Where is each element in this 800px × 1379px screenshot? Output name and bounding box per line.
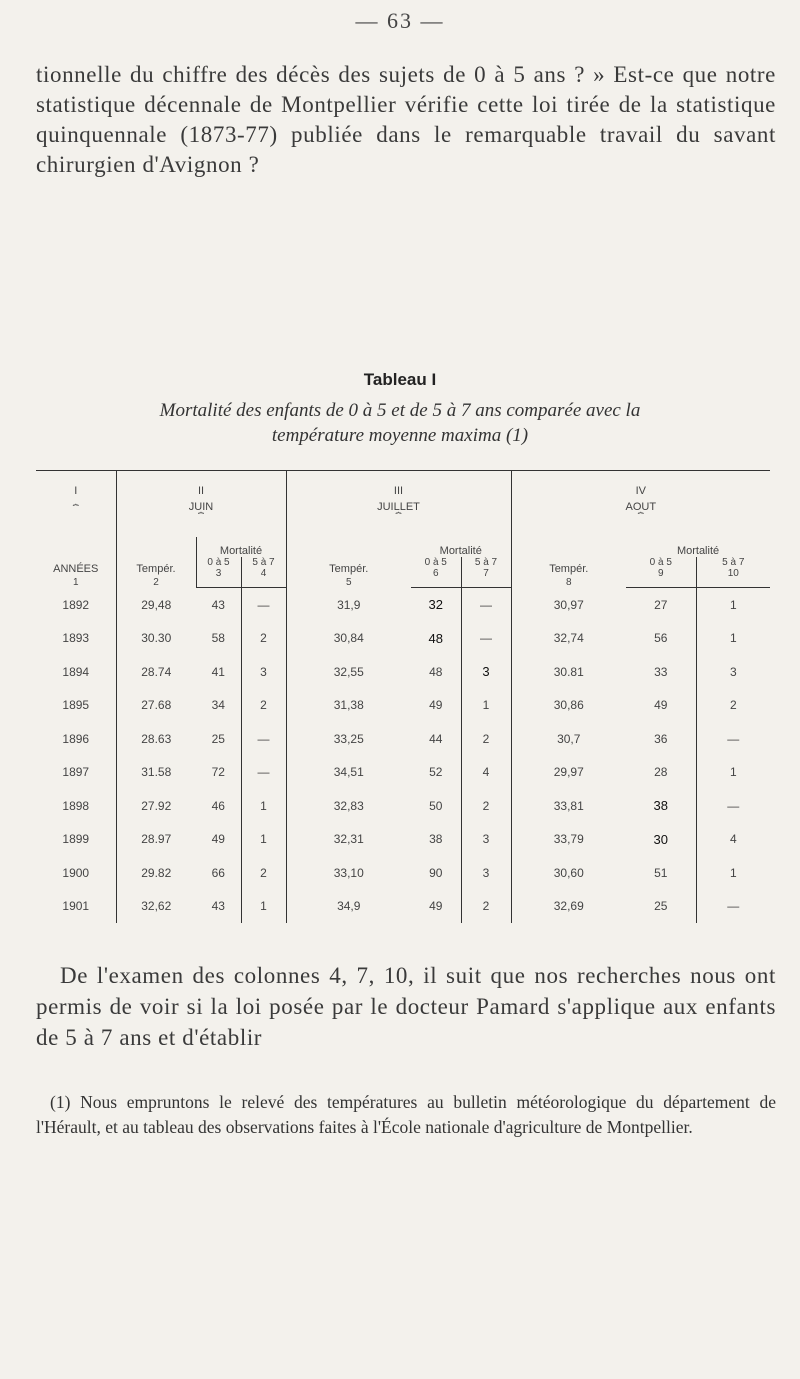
header-age-0-5 [626,557,696,588]
header-temper-juin [116,537,196,588]
table-cell: 29,97 [511,756,626,790]
table-cell: 30.30 [141,631,172,646]
header-age-0-5 [196,557,241,588]
table-cell: 30,97 [511,588,626,622]
table-cell: 31,38 [286,689,411,723]
table-cell: 29.82 [141,865,172,880]
table-cell: 4 [729,832,737,847]
table-cell: 43 [196,588,241,622]
brace-icon: ⏞ [198,513,204,524]
table-cell: 1 [729,765,737,780]
header-temper-aout [511,537,626,588]
brace-icon: ⏞ [395,513,402,524]
table-cell: 49 [411,890,461,924]
header-mortalite-aout: Mortalité [676,545,720,557]
table-cell: 27.92 [141,798,172,813]
group-juin [116,471,286,538]
group-iv-label: IV [635,485,646,497]
table-cell: 1897 [36,756,116,790]
age-label: 5 à 7 [722,557,745,568]
table-cell: 49 [196,823,241,857]
col-number: 1 [72,576,79,588]
footnote [36,1090,776,1140]
intro-text: tionnelle du chiffre des décès des sujets de 0 à 5 ans ? » Est-ce que notre statistique décennale de Montpellier vérifie cette loi tirée de la statistique quinquennale (1873-77) publiée dans le remarquable travail du savant chirurgien d'Avignon ? [36,62,776,177]
table-cell: 3 [729,664,737,679]
group-i [36,471,116,538]
age-label: 0 à 5 [649,557,672,568]
table-cell: 32,55 [286,655,411,689]
table-caption [0,398,800,448]
table-cell: 25 [196,722,241,756]
table-cell: 1 [729,865,737,880]
table-cell: — [727,798,740,813]
table-row [36,622,770,656]
table-cell: 2 [461,890,511,924]
table-cell: 28.97 [141,832,172,847]
col-number: 9 [657,568,664,579]
table-cell: 2 [241,622,286,656]
col-number: 8 [565,576,572,588]
table-cell: 3 [241,655,286,689]
col-number: 10 [727,568,739,579]
table-cell: 30 [626,823,696,857]
col-number: 2 [153,576,159,588]
table-cell: 36 [626,722,696,756]
table-cell: 30,86 [511,689,626,723]
table-body [36,588,770,924]
header-mortalite-juin: Mortalité [196,537,286,557]
header-annees-label: ANNÉES [53,562,99,575]
table-cell: 32,74 [511,622,626,656]
mortality-table-wrap [36,470,770,940]
page-number: — 63 — [355,8,445,33]
table-cell: 30,7 [511,722,626,756]
table-row [36,655,770,689]
table-cell: 32,31 [286,823,411,857]
table-cell: — [727,899,740,914]
header-age-5-7 [696,557,770,588]
table-cell: 34,9 [286,890,411,924]
table-cell: 48 [411,622,461,656]
table-cell: 1896 [36,722,116,756]
table-cell: 66 [196,856,241,890]
footnote-text: (1) Nous empruntons le relevé des températures au bulletin météorologique du département de l'Hérault, et au tableau des observations faites à l'École nationale d'agriculture de Montpellier. [36,1092,776,1137]
header-temper-label: Tempér. [549,562,589,575]
table-cell: 32,62 [141,899,172,914]
table-cell: — [241,588,286,622]
table-cell: 43 [196,890,241,924]
table-cell: 4 [461,756,511,790]
brace-icon: ⏞ [637,513,644,524]
header-age-0-5 [411,557,461,588]
table-cell: 38 [411,823,461,857]
table-cell: 2 [461,789,511,823]
table-cell: 32 [411,588,461,622]
table-cell: 30.81 [511,655,626,689]
table-row [36,756,770,790]
table-cell: 72 [196,756,241,790]
table-cell: — [241,756,286,790]
caption-line-2: température moyenne maxima (1) [271,425,529,446]
table-cell: 3 [461,655,511,689]
table-cell: 33,81 [511,789,626,823]
table-cell: 31.58 [141,765,172,780]
age-label: 5 à 7 [474,557,498,568]
column-header-row [36,537,770,557]
table-cell: 1892 [36,588,116,622]
table-cell: 1 [729,597,737,612]
table-cell: 2 [241,689,286,723]
table-cell: 44 [411,722,461,756]
conclusion-text: De l'examen des colonnes 4, 7, 10, il suit que nos recherches nous ont permis de voir si la loi posée par le docteur Pamard s'applique aux enfants de 5 à 7 ans et d'établir [36,963,776,1050]
table-cell: 3 [461,823,511,857]
table-cell: 28.63 [141,731,172,746]
table-cell: 1900 [36,856,116,890]
header-annees [36,537,116,588]
table-cell: 1901 [36,890,116,924]
table-cell: 2 [729,698,737,713]
col-number: 5 [345,576,352,588]
table-cell: 28 [626,756,696,790]
table-cell: 1893 [36,622,116,656]
table-row [36,689,770,723]
col-number: 4 [260,568,267,579]
brace-icon: ⏞ [72,505,79,516]
group-i-label: I [74,485,78,497]
col-number: 3 [215,568,222,579]
table-cell: 29,48 [141,597,172,612]
caption-line-1: Mortalité des enfants de 0 à 5 et de 5 à 7 ans comparée avec la [159,400,641,421]
mortality-table [36,470,770,923]
table-cell: 3 [461,856,511,890]
table-row [36,722,770,756]
table-cell: 27.68 [141,698,172,713]
table-cell: 48 [411,655,461,689]
table-cell: 34,51 [286,756,411,790]
table-cell: 58 [196,622,241,656]
table-cell: 1898 [36,789,116,823]
group-header-row [36,471,770,538]
table-cell: 33,25 [286,722,411,756]
table-cell: 1 [241,823,286,857]
table-cell: 52 [411,756,461,790]
table-cell: 33 [626,655,696,689]
header-age-5-7 [241,557,286,588]
table-cell: 46 [196,789,241,823]
table-cell: 32,83 [286,789,411,823]
table-row [36,789,770,823]
col-number: 6 [432,568,439,579]
table-cell: — [461,622,511,656]
table-cell: 49 [411,689,461,723]
table-cell: 1894 [36,655,116,689]
group-juin-label: JUIN [188,501,214,513]
age-label: 0 à 5 [207,557,230,568]
table-cell: 32,69 [511,890,626,924]
group-juillet-label: JUILLET [377,501,420,513]
table-row [36,856,770,890]
header-temper-label: Tempér. [329,562,369,575]
intro-paragraph [36,60,776,180]
table-cell: 33,79 [511,823,626,857]
table-cell: — [461,588,511,622]
table-title: Tableau I [363,370,437,389]
table-cell: — [241,722,286,756]
table-cell: 1 [241,789,286,823]
table-cell: 51 [626,856,696,890]
table-cell: 2 [461,722,511,756]
table-cell: 30,84 [286,622,411,656]
group-aout-label: AOUT [625,501,657,513]
group-aout [511,471,770,538]
table-cell: 1 [729,631,737,646]
table-cell: 1 [241,890,286,924]
table-cell: 34 [196,689,241,723]
header-temper-label: Tempér. [136,562,176,575]
table-cell: 1 [461,689,511,723]
table-cell: 28.74 [141,664,172,679]
table-cell: 38 [626,789,696,823]
table-cell: 1899 [36,823,116,857]
group-ii-label: II [197,485,205,497]
conclusion-paragraph [36,960,776,1053]
table-cell: 1895 [36,689,116,723]
table-cell: 2 [241,856,286,890]
group-juillet [286,471,511,538]
table-cell: — [727,731,740,746]
age-label: 0 à 5 [424,557,447,568]
table-cell: 49 [626,689,696,723]
table-cell: 33,10 [286,856,411,890]
table-cell: 41 [196,655,241,689]
header-temper-juillet [286,537,411,588]
table-cell: 30,60 [511,856,626,890]
table-cell: 25 [626,890,696,924]
table-row [36,890,770,924]
col-number: 7 [483,568,489,579]
header-age-5-7 [461,557,511,588]
header-mortalite-juillet: Mortalité [411,537,511,557]
group-iii-label: III [393,485,404,497]
table-cell: 90 [411,856,461,890]
age-label: 5 à 7 [252,557,275,568]
table-row [36,823,770,857]
table-cell: 27 [626,588,696,622]
table-cell: 31,9 [286,588,411,622]
table-row [36,588,770,622]
table-cell: 50 [411,789,461,823]
table-cell: 56 [626,622,696,656]
